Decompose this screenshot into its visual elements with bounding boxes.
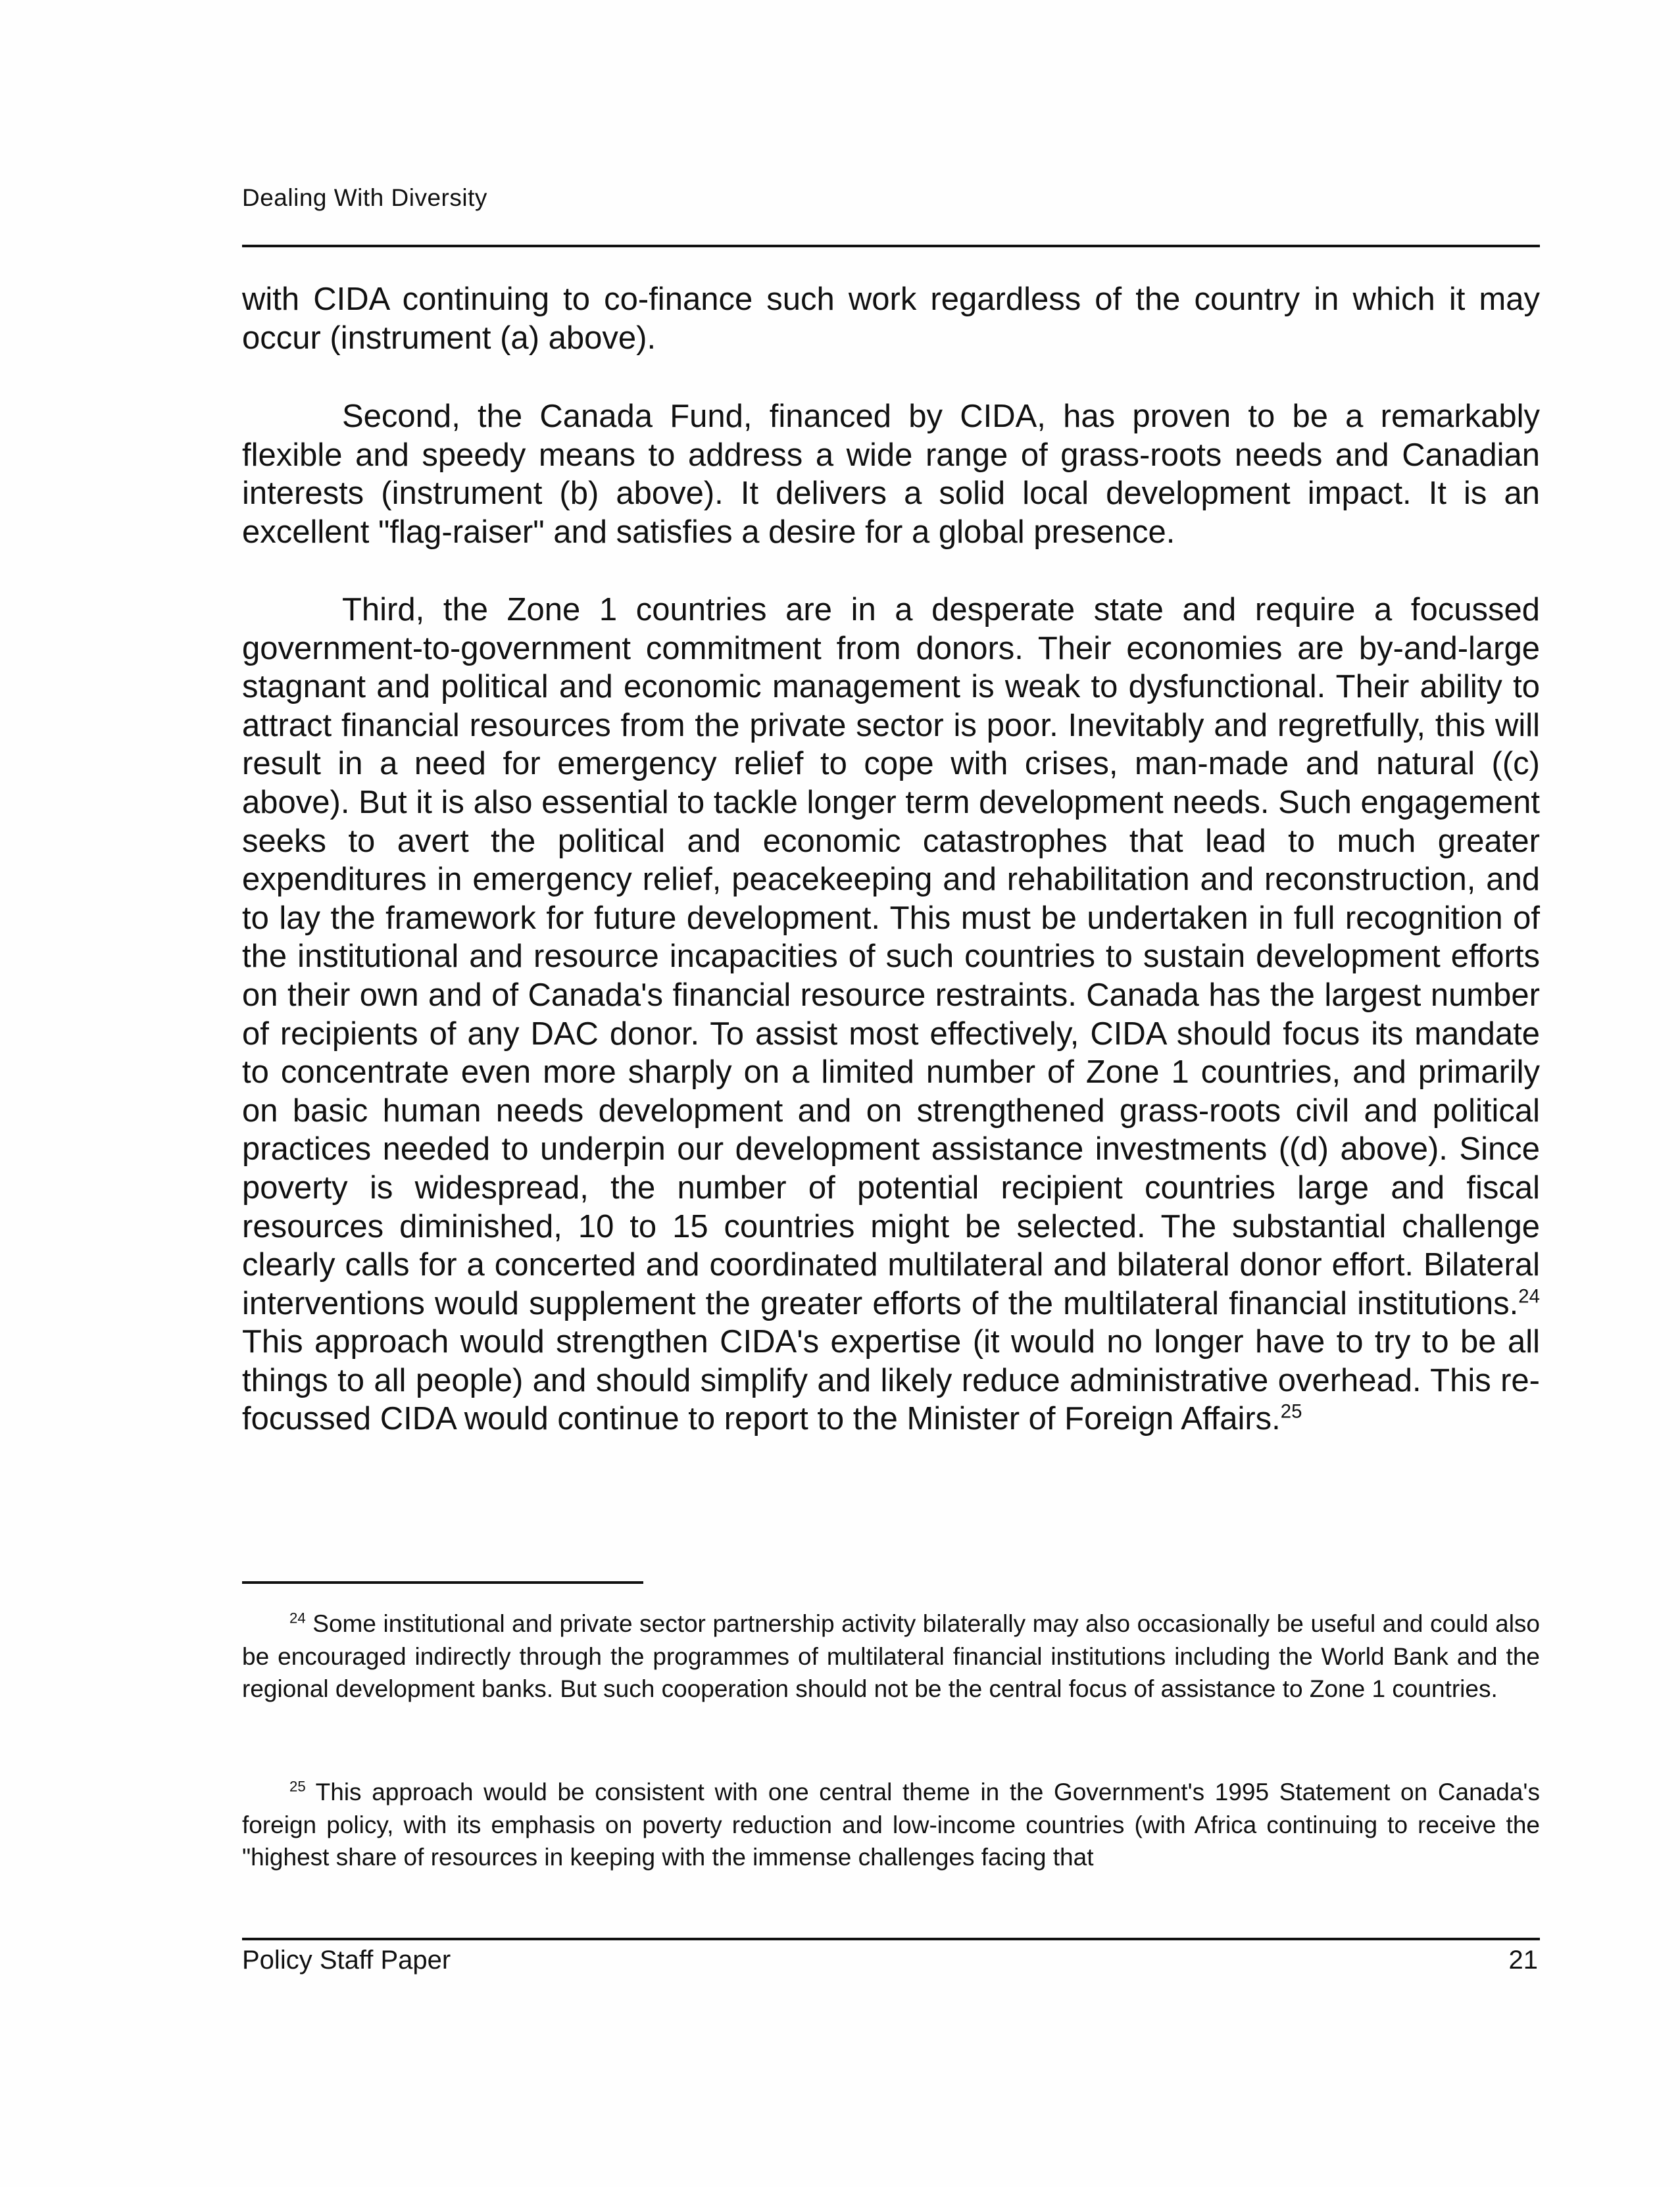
- footnote-mark-24: 24: [289, 1610, 306, 1627]
- footnote-mark-25: 25: [289, 1778, 306, 1795]
- footnote-24-text: Some institutional and private sector partnership activity bilaterally may also occasionally be useful and could also be encouraged indirectly through the programmes of multilateral financial institutions including the World Bank and the regional development banks. But such cooperation should not be the central focus of assistance to Zone 1 countries.: [242, 1610, 1540, 1702]
- paragraph-zone-1: [242, 591, 1540, 1438]
- header-rule: [242, 245, 1540, 247]
- footnote-25: [242, 1776, 1540, 1874]
- footnote-ref-24: 24: [1518, 1285, 1540, 1308]
- footer-rule: [242, 1938, 1540, 1940]
- running-footer: Policy Staff Paper: [242, 1946, 451, 1975]
- page-number: 21: [1508, 1946, 1538, 1975]
- running-header: Dealing With Diversity: [242, 184, 487, 211]
- footnote-25-text: This approach would be consistent with one central theme in the Government's 1995 Statement on Canada's foreign policy, with its emphasis on poverty reduction and low-income countries (with Africa continuing to receive the "highest share of resources in keeping with the immense challenges facing that: [242, 1779, 1540, 1871]
- footnote-ref-25: 25: [1280, 1401, 1302, 1423]
- paragraph-continuation: with CIDA continuing to co-finance such work regardless of the country in which it may occur (instrument (a) above).: [242, 282, 1540, 356]
- footnote-separator: [242, 1581, 643, 1584]
- footnote-24: [242, 1608, 1540, 1706]
- paragraph-canada-fund: Second, the Canada Fund, financed by CIDA, has proven to be a remarkably flexible and speedy means to address a wide range of grass-roots needs and Canadian interests (instrument (b) above). It delivers a solid local development impact. It is an excellent "flag-raiser" and satisfies a desire for a global presence.: [242, 399, 1540, 550]
- paragraph-zone-1-text-b: This approach would strengthen CIDA's expertise (it would no longer have to try to be all things to all people) and should simplify and likely reduce administrative overhead. This re-focussed CIDA would continue to report to the Minister of Foreign Affairs.: [242, 1324, 1540, 1437]
- paragraph-zone-1-text-a: Third, the Zone 1 countries are in a desperate state and require a focussed government-to-government commitment from donors. Their economies are by-and-large stagnant and political and economic management is weak to dysfunctional. Their ability to attract financial resources from the private sector is poor. Inevitably and regretfully, this will result in a need for emergency relief to cope with crises, man-made and natural ((c) above). But it is also essential to tackle longer term development needs. Such engagement seeks to avert the political and economic catastrophes that lead to much greater expenditures in emergency relief, peacekeeping and rehabilitation and reconstruction, and to lay the framework for future development. This must be undertaken in full recognition of the institutional and resource incapacities of such countries to sustain development efforts on their own and of Canada's financial resource restraints. Canada has the largest number of recipients of any DAC donor. To assist most effectively, CIDA should focus its mandate to concentrate even more sharply on a limited number of Zone 1 countries, and primarily on basic human needs development and on strengthened grass-roots civil and political practices needed to underpin our development assistance investments ((d) above). Since poverty is widespread, the number of potential recipient countries large and fiscal resources diminished, 10 to 15 countries might be selected. The substantial challenge clearly calls for a concerted and coordinated multilateral and bilateral donor effort. Bilateral interventions would supplement the greater efforts of the multilateral financial institutions.: [242, 592, 1540, 1321]
